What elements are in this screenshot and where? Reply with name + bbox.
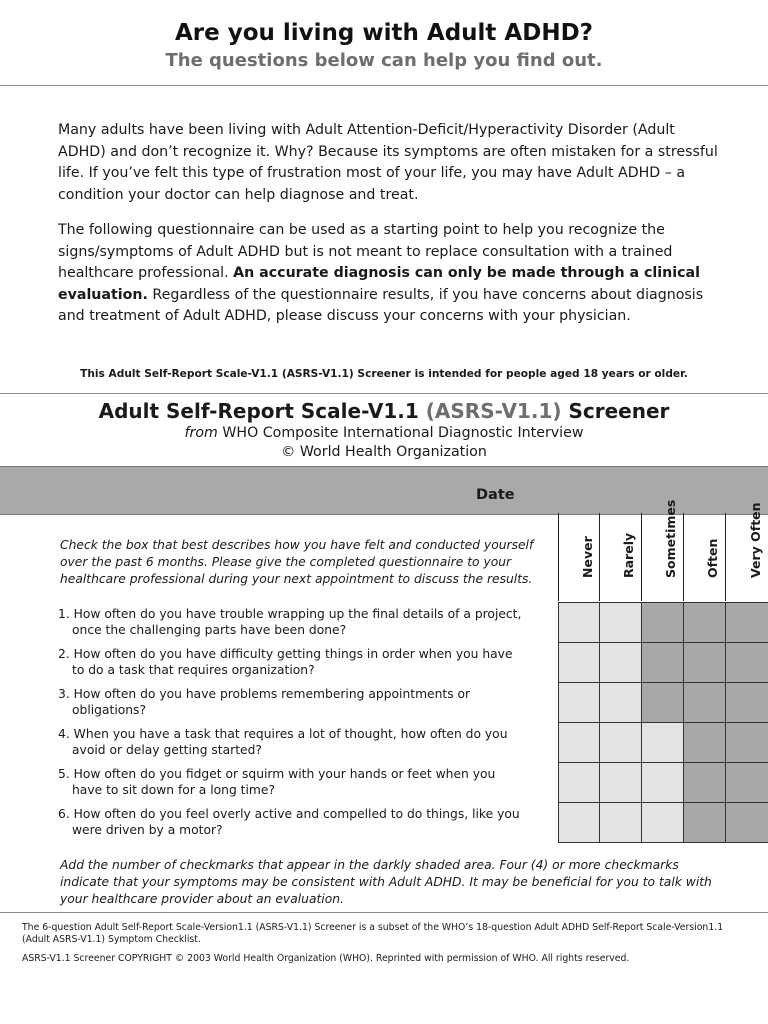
question-item bbox=[58, 766, 554, 798]
answer-checkbox-q3-sometimes[interactable] bbox=[642, 683, 684, 723]
question-number: 3. bbox=[58, 687, 70, 701]
question-number: 4. bbox=[58, 727, 70, 741]
scale-title-abbr: (ASRS-V1.1) bbox=[425, 399, 562, 423]
intro-paragraph-1 bbox=[58, 120, 718, 206]
scoring-instructions: Add the number of checkmarks that appear in the darkly shaded area. Four (4) or more checkmarks indicate that your symptoms may be consistent with Adult ADHD. It may be beneficial for you to talk with your healthcare provider about an evaluation. bbox=[60, 858, 712, 906]
answer-checkbox-q2-sometimes[interactable] bbox=[642, 643, 684, 683]
answer-checkbox-q6-very-often[interactable] bbox=[726, 803, 768, 843]
column-header-very-often bbox=[725, 502, 768, 601]
answer-checkbox-q2-very-often[interactable] bbox=[726, 643, 768, 683]
column-label-sometimes: Sometimes bbox=[663, 499, 678, 578]
footer-copyright: ASRS-V1.1 Screener COPYRIGHT © 2003 World Health Organization (WHO). Reprinted with permission of WHO. All rights reserved. bbox=[22, 953, 630, 964]
answer-checkbox-q6-sometimes[interactable] bbox=[642, 803, 684, 843]
footer-note: The 6-question Adult Self-Report Scale-Version1.1 (ASRS-V1.1) Screener is a subset of the WHO’s 18-question Adult ADHD Self-Report Scale-Version1.1 (Adult ASRS-V1.1) Symptom Checklist. bbox=[22, 922, 724, 945]
divider bbox=[0, 912, 768, 913]
instructions: Check the box that best describes how you have felt and conducted yourself over the past 6 months. Please give the completed questionnaire to your healthcare professional during your next appointment to discuss the results. bbox=[60, 538, 534, 586]
date-bar bbox=[0, 466, 768, 515]
answer-checkbox-q1-very-often[interactable] bbox=[726, 603, 768, 643]
question-text-line1: How often do you have problems remembering appointments or bbox=[73, 687, 471, 701]
answer-checkbox-q6-rarely[interactable] bbox=[600, 803, 642, 843]
column-header-sometimes bbox=[641, 499, 684, 601]
question-text-line2: to do a task that requires organization? bbox=[72, 663, 315, 677]
intro-text-2-start: The following questionnaire can be used as a starting point to help you recognize the signs/symptoms of Adult ADHD but is not meant to replace consultation with a trained healthcare professional. bbox=[58, 222, 673, 282]
answer-checkbox-q4-sometimes[interactable] bbox=[642, 723, 684, 763]
column-label-never: Never bbox=[579, 536, 595, 578]
column-header-never bbox=[558, 513, 600, 601]
divider bbox=[0, 393, 768, 394]
answer-checkbox-q2-often[interactable] bbox=[684, 643, 726, 683]
question-number: 6. bbox=[58, 807, 70, 821]
question-text-line2: once the challenging parts have been done? bbox=[72, 623, 347, 637]
question-text-line2: were driven by a motor? bbox=[72, 823, 223, 837]
answer-checkbox-q3-very-often[interactable] bbox=[726, 683, 768, 723]
answer-checkbox-q5-never[interactable] bbox=[559, 763, 600, 803]
question-text-line2: avoid or delay getting started? bbox=[72, 743, 262, 757]
answer-checkbox-q4-rarely[interactable] bbox=[600, 723, 642, 763]
intro-paragraph-2 bbox=[58, 220, 718, 328]
answer-checkbox-q6-never[interactable] bbox=[559, 803, 600, 843]
question-number: 1. bbox=[58, 607, 70, 621]
answer-checkbox-q1-rarely[interactable] bbox=[600, 603, 642, 643]
question-text-line1: When you have a task that requires a lot of thought, how often do you bbox=[73, 727, 508, 741]
column-header-often bbox=[683, 513, 726, 601]
scale-copyright: © World Health Organization bbox=[281, 444, 487, 460]
question-text-line1: How often do you have trouble wrapping up the final details of a project, bbox=[73, 607, 522, 621]
date-label: Date bbox=[476, 487, 515, 503]
answer-checkbox-q4-very-often[interactable] bbox=[726, 723, 768, 763]
divider bbox=[0, 85, 768, 86]
answer-checkbox-q5-often[interactable] bbox=[684, 763, 726, 803]
column-label-very-often: Very Often bbox=[747, 502, 763, 578]
answer-checkbox-q6-often[interactable] bbox=[684, 803, 726, 843]
question-item bbox=[58, 726, 554, 758]
title-block bbox=[0, 18, 768, 74]
age-notice: This Adult Self-Report Scale-V1.1 (ASRS-V1.1) Screener is intended for people aged 18 years or older. bbox=[80, 368, 688, 380]
answer-checkbox-q3-never[interactable] bbox=[559, 683, 600, 723]
column-label-rarely: Rarely bbox=[621, 532, 636, 578]
intro-text-1: Many adults have been living with Adult Attention-Deficit/Hyperactivity Disorder (Adult ADHD) and don’t recognize it. Why? Because its symptoms are often mistaken for a stressful life. If you’ve felt this type of frustration most of your life, you may have Adult ADHD – a condition your doctor can help diagnose and treat. bbox=[58, 122, 718, 203]
intro-text-2-end: Regardless of the questionnaire results, if you have concerns about diagnosis and treatment of Adult ADHD, please discuss your concerns with your physician. bbox=[58, 286, 704, 325]
question-text-line1: How often do you fidget or squirm with your hands or feet when you bbox=[73, 767, 496, 781]
question-number: 5. bbox=[58, 767, 70, 781]
column-header-rarely bbox=[599, 513, 642, 601]
answer-checkbox-q4-often[interactable] bbox=[684, 723, 726, 763]
answer-checkbox-q2-never[interactable] bbox=[559, 643, 600, 683]
scale-source bbox=[0, 424, 768, 443]
question-number: 2. bbox=[58, 647, 70, 661]
intro-text-2 bbox=[58, 220, 718, 328]
answer-checkbox-q3-rarely[interactable] bbox=[600, 683, 642, 723]
answer-checkbox-q1-never[interactable] bbox=[559, 603, 600, 643]
question-item bbox=[58, 606, 554, 638]
answer-checkbox-q5-sometimes[interactable] bbox=[642, 763, 684, 803]
column-label-often: Often bbox=[705, 538, 720, 578]
question-item bbox=[58, 806, 554, 838]
scale-title bbox=[0, 398, 768, 424]
answer-grid bbox=[558, 602, 768, 843]
scale-title-end: Screener bbox=[561, 399, 670, 423]
scale-title-main: Adult Self-Report Scale-V1.1 bbox=[98, 399, 426, 423]
scale-from-italic: from bbox=[184, 425, 218, 441]
answer-checkbox-q3-often[interactable] bbox=[684, 683, 726, 723]
intro-text-2-bold: An accurate diagnosis can only be made through a clinical evaluation. bbox=[58, 265, 700, 303]
question-item bbox=[58, 686, 554, 718]
page-subtitle: The questions below can help you find out. bbox=[165, 50, 603, 71]
question-item bbox=[58, 646, 554, 678]
question-text-line2: obligations? bbox=[72, 703, 146, 717]
question-text-line2: have to sit down for a long time? bbox=[72, 783, 275, 797]
answer-checkbox-q1-often[interactable] bbox=[684, 603, 726, 643]
answer-checkbox-q1-sometimes[interactable] bbox=[642, 603, 684, 643]
answer-checkbox-q2-rarely[interactable] bbox=[600, 643, 642, 683]
question-text-line1: How often do you feel overly active and compelled to do things, like you bbox=[73, 807, 520, 821]
scale-from-rest: WHO Composite International Diagnostic Interview bbox=[217, 425, 584, 441]
answer-checkbox-q5-very-often[interactable] bbox=[726, 763, 768, 803]
answer-checkbox-q4-never[interactable] bbox=[559, 723, 600, 763]
question-text-line1: How often do you have difficulty getting things in order when you have bbox=[73, 647, 513, 661]
answer-checkbox-q5-rarely[interactable] bbox=[600, 763, 642, 803]
page-title: Are you living with Adult ADHD? bbox=[174, 20, 594, 46]
